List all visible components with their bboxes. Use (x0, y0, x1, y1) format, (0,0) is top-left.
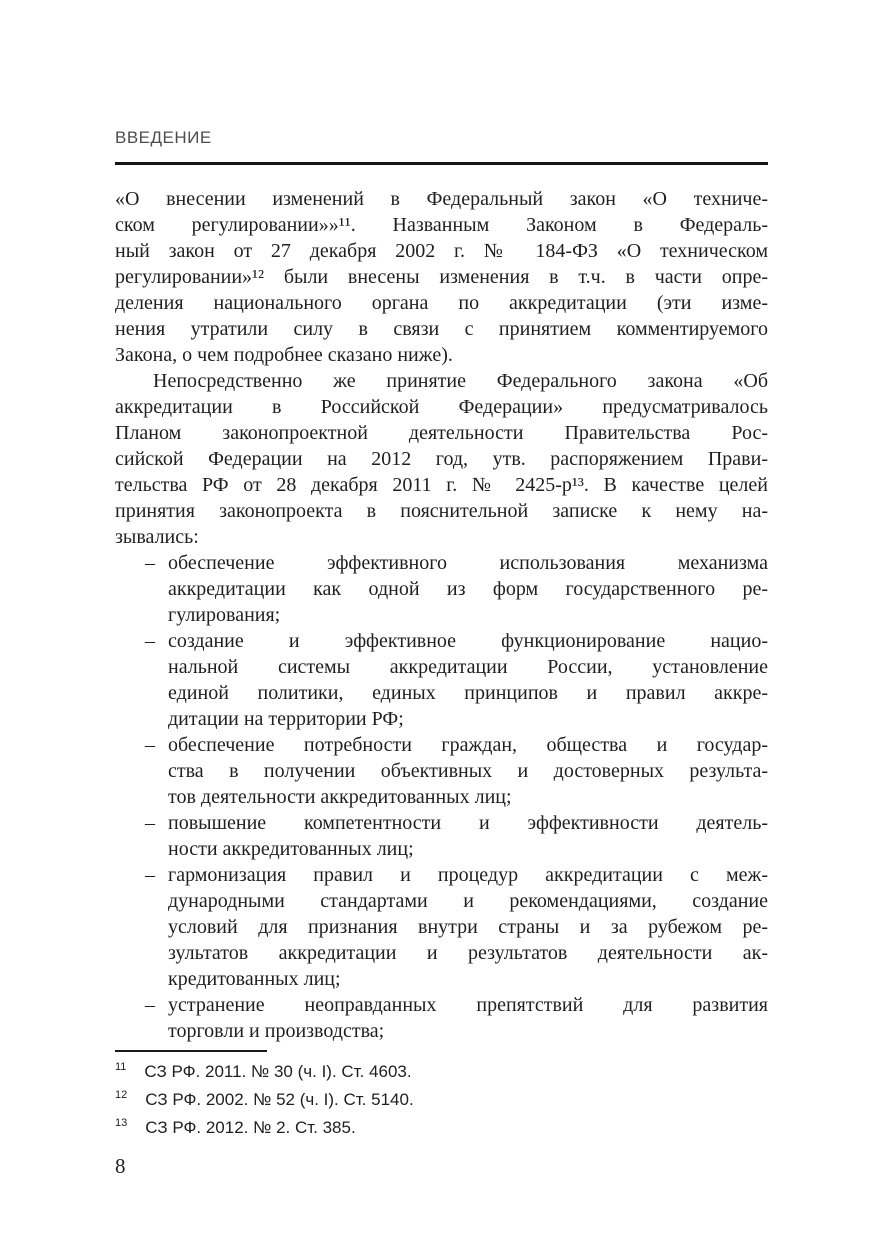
text-line: регулировании»¹² были внесены изменения в т.ч. в части опре- (115, 266, 768, 288)
text-line: Непосредственно же принятие Федерального закона «Об (153, 370, 768, 392)
text-line: сийской Федерации на 2012 год, утв. распоряжением Прави- (115, 448, 768, 470)
header-rule (115, 162, 768, 165)
list-item-2 (115, 628, 768, 732)
footnote-text: СЗ РФ. 2012. № 2. Ст. 385. (145, 1118, 356, 1137)
list-item-3 (115, 732, 768, 810)
text-line: гулирования; (168, 604, 281, 626)
text-line: принятия законопроекта в пояснительной записке к нему на- (115, 500, 768, 522)
text-line: тов деятельности аккредитованных лиц; (168, 786, 512, 808)
list-item-6 (115, 992, 768, 1044)
dash-marker: – (145, 630, 155, 652)
paragraph-1 (115, 186, 768, 368)
dash-marker: – (145, 994, 155, 1016)
dash-marker: – (145, 552, 155, 574)
text-line: обеспечение эффективного использования механизма (168, 552, 768, 574)
list-item-1 (115, 550, 768, 628)
text-line: нальной системы аккредитации России, установление (168, 656, 768, 678)
footnote-separator (115, 1050, 267, 1052)
text-line: ности аккредитованных лиц; (168, 838, 414, 860)
dash-marker: – (145, 812, 155, 834)
text-line: зультатов аккредитации и результатов деятельности ак- (168, 942, 768, 964)
chapter-header: ВВЕДЕНИЕ (115, 128, 212, 147)
footnote-12 (115, 1086, 768, 1114)
text-line: условий для признания внутри страны и за рубежом ре- (168, 916, 768, 938)
footnote-number: 13 (115, 1117, 128, 1130)
text-line: кредитованных лиц; (168, 968, 341, 990)
text-line: аккредитации в Российской Федерации» предусматривалось (115, 396, 768, 418)
text-line: единой политики, единых принципов и правил аккре- (168, 682, 768, 704)
text-line: Закона, о чем подробнее сказано ниже). (115, 344, 453, 366)
page-number: 8 (115, 1154, 126, 1178)
text-line: нения утратили силу в связи с принятием комментируемого (115, 318, 768, 340)
text-line: деления национального органа по аккредитации (эти изме- (115, 292, 768, 314)
text-line: повышение компетентности и эффективности деятель- (168, 812, 768, 834)
text-line: торговли и производства; (168, 1020, 385, 1042)
list-item-5 (115, 862, 768, 992)
text-line: устранение неоправданных препятствий для развития (168, 994, 768, 1016)
text-line: создание и эффективное функционирование нацио- (168, 630, 768, 652)
text-line: тельства РФ от 28 декабря 2011 г. № 2425-р¹³. В качестве целей (115, 474, 768, 496)
text-line: дународными стандартами и рекомендациями, создание (168, 890, 768, 912)
text-line: аккредитации как одной из форм государственного ре- (168, 578, 768, 600)
text-line: гармонизация правил и процедур аккредитации с меж- (168, 864, 768, 886)
footnote-13 (115, 1114, 768, 1142)
goals-list (115, 550, 768, 1044)
paragraph-2 (115, 368, 768, 550)
list-item-4 (115, 810, 768, 862)
footnote-11 (115, 1058, 768, 1086)
text-line: дитации на территории РФ; (168, 708, 404, 730)
body-text (115, 186, 768, 1044)
text-line: зывались: (115, 526, 199, 548)
footnote-text: СЗ РФ. 2002. № 52 (ч. I). Ст. 5140. (145, 1090, 414, 1109)
footnote-number: 12 (115, 1089, 128, 1102)
text-line: ный закон от 27 декабря 2002 г. № 184-ФЗ «О техническом (115, 240, 768, 262)
text-line: ства в получении объективных и достоверных результа- (168, 760, 768, 782)
text-line: Планом законопроектной деятельности Правительства Рос- (115, 422, 768, 444)
text-line: обеспечение потребности граждан, общества и государ- (168, 734, 768, 756)
text-line: «О внесении изменений в Федеральный закон «О техниче- (115, 188, 768, 210)
footnote-number: 11 (115, 1061, 127, 1074)
footnotes (115, 1058, 768, 1142)
dash-marker: – (145, 864, 155, 886)
footnote-text: СЗ РФ. 2011. № 30 (ч. I). Ст. 4603. (144, 1062, 412, 1081)
dash-marker: – (145, 734, 155, 756)
text-line: ском регулировании»»¹¹. Названным Законом в Федераль- (115, 214, 768, 236)
